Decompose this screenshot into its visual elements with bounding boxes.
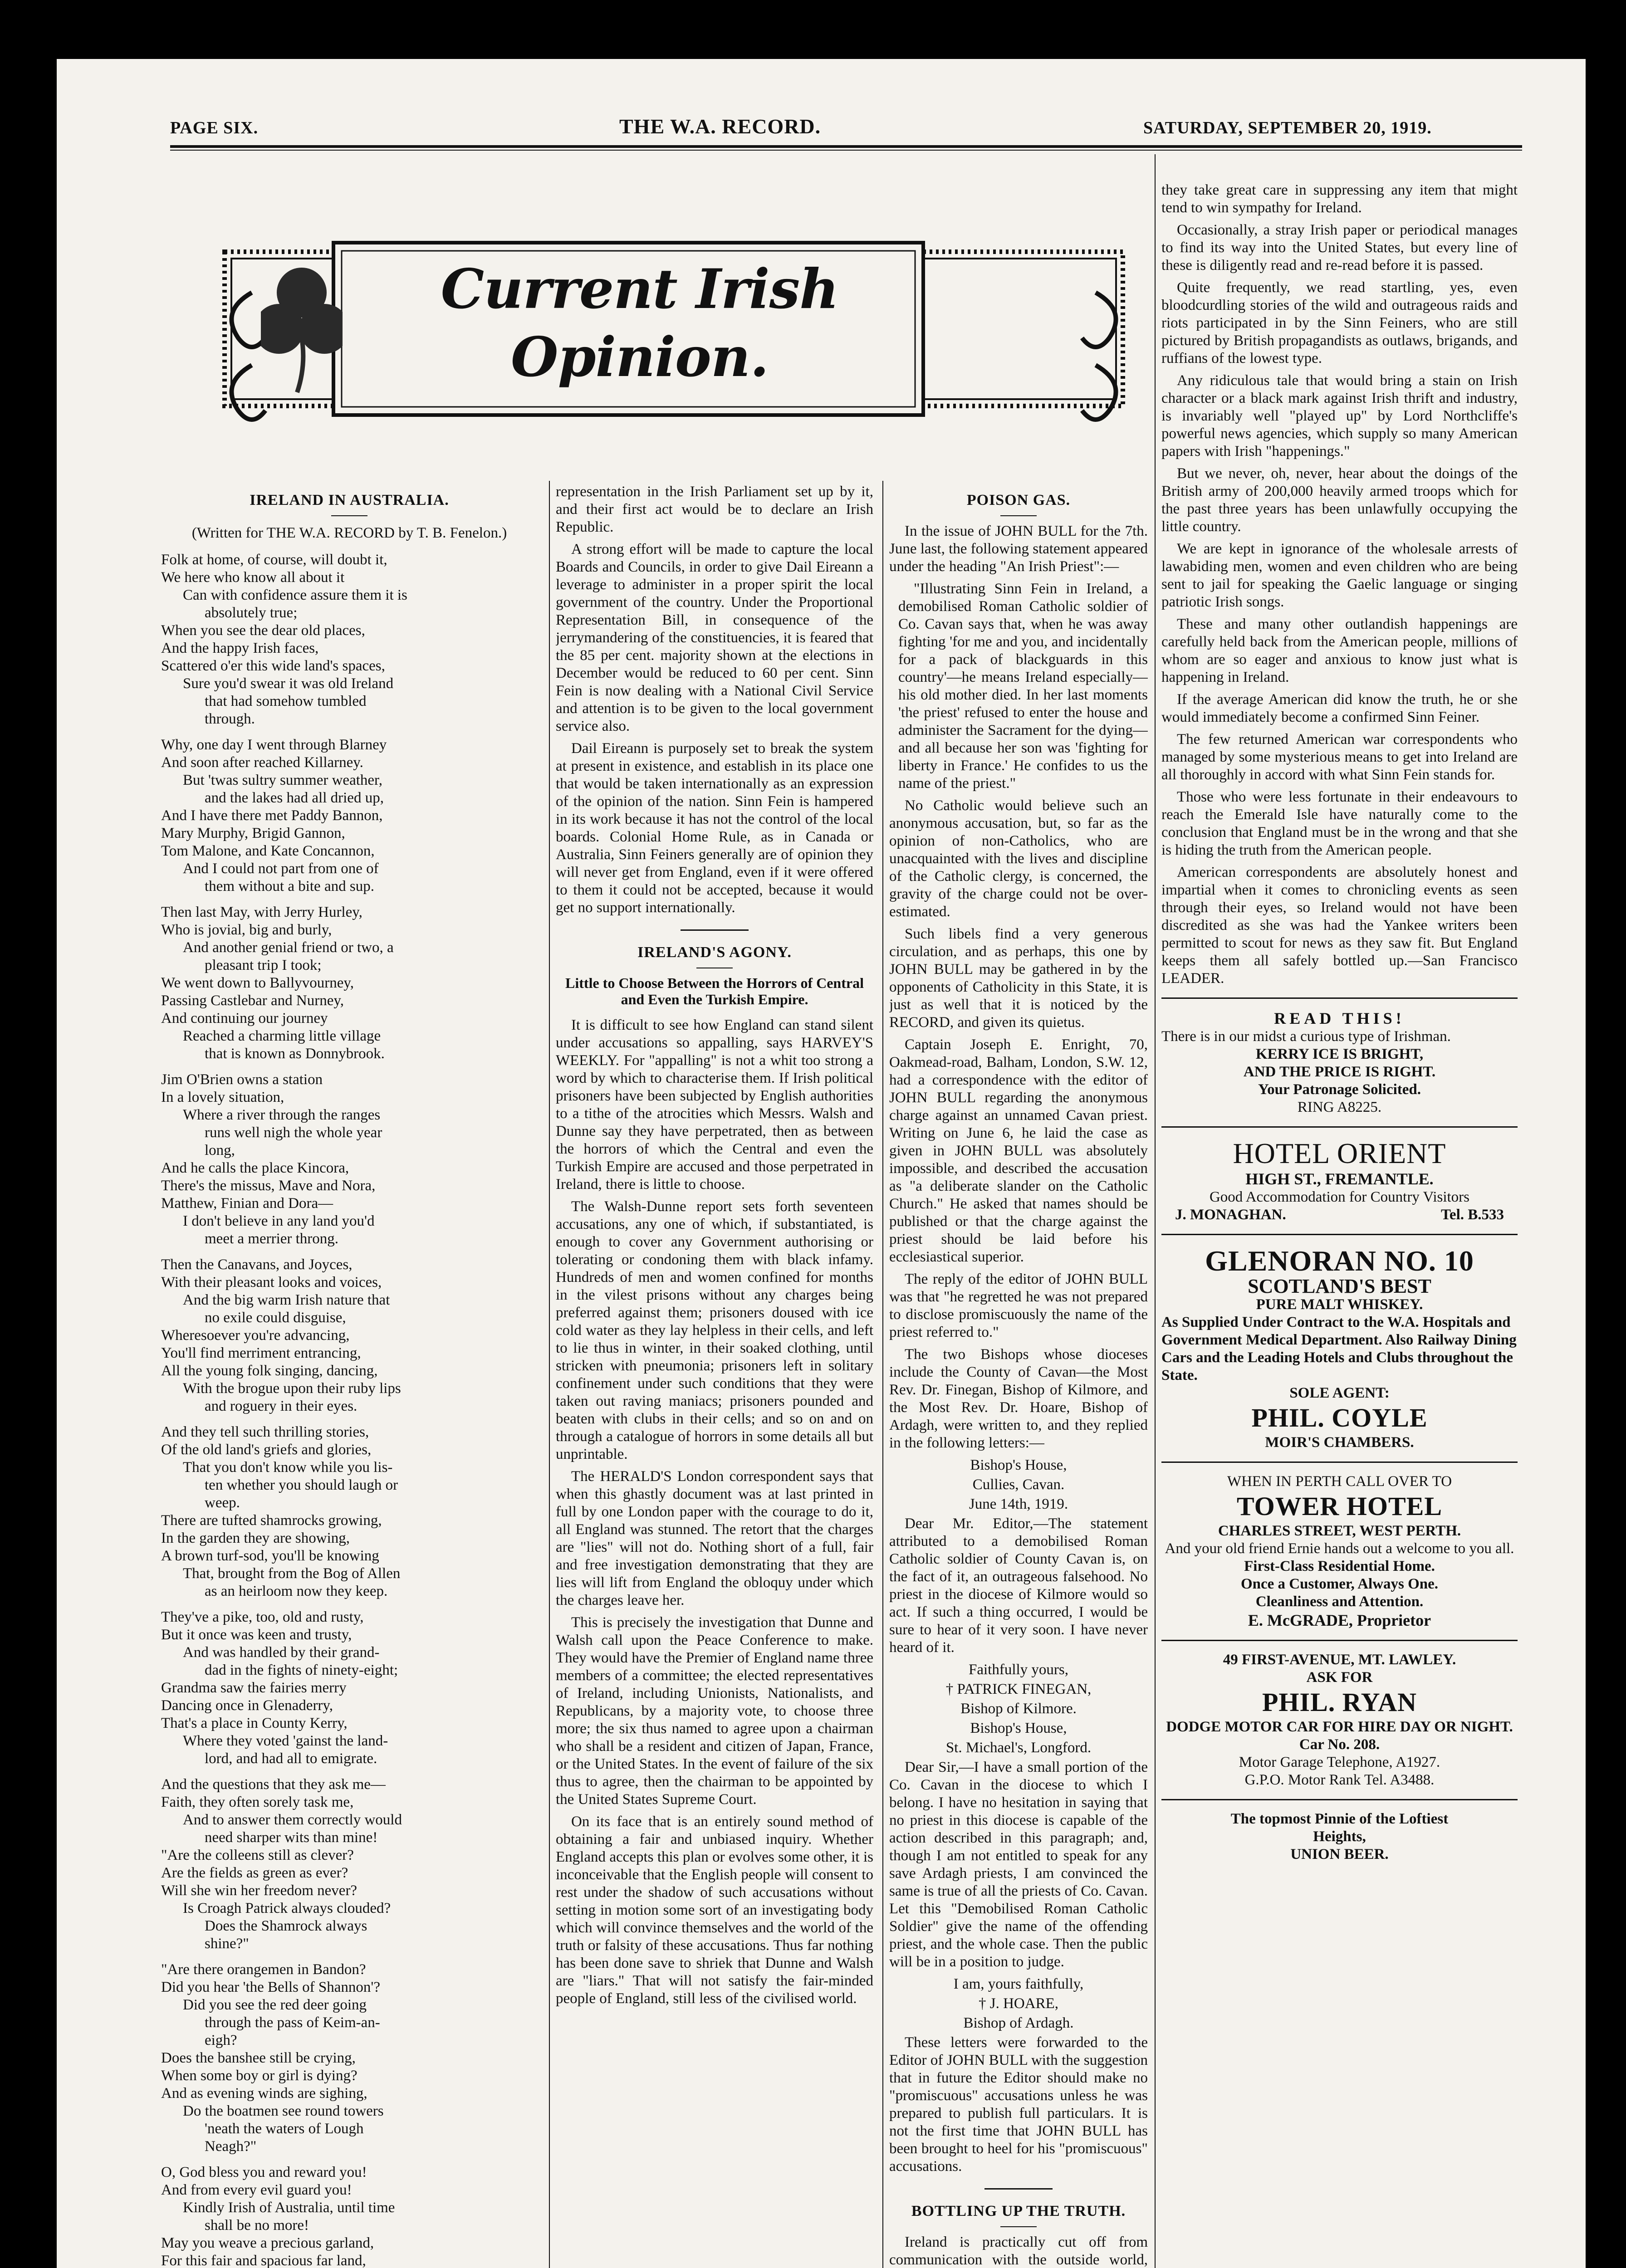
poem-line [161,1415,538,1423]
poem-line: Who is jovial, big and burly, [161,922,332,938]
poem-line: When some boy or girl is dying? [161,2068,358,2084]
newspaper-title: THE W.A. RECORD. [619,115,821,138]
masthead-rule [170,145,1522,148]
poem-line: through. [205,711,255,727]
letter2-title: Bishop of Ardagh. [963,2015,1074,2031]
ad-text: And your old friend Ernie hands out a welcome to you all. [1165,1540,1514,1557]
poem-line [161,895,538,904]
column-4 [1161,181,1518,2268]
column-rule-1 [549,481,550,2268]
poem-line [161,1953,538,1961]
ad-text: WHEN IN PERTH CALL OVER TO [1227,1473,1452,1490]
article-paragraph: Any ridiculous tale that would bring a stain on Irish character or a black mark against Irish thrift and industry, is invariably well "played up" by Lord Northcliffe's powerful news agencies, which supply so many American papers with Irish "happenings." [1161,372,1518,459]
poem-line: And the questions that they ask me— [161,1776,386,1793]
subheading-irelands-agony: Little to Choose Between the Horrors of Central and Even the Turkish Empire. [565,975,864,1007]
poem-line: All the young folk singing, dancing, [161,1363,378,1379]
banner [197,193,1150,465]
ad-address: CHARLES STREET, WEST PERTH. [1218,1523,1461,1539]
ad-address: 49 FIRST-AVENUE, MT. LAWLEY. [1223,1652,1456,1668]
article-paragraph: If the average American did know the truth, he or she would immediately become a confirmed Sinn Feiner. [1161,691,1518,725]
ad-text: As Supplied Under Contract to the W.A. Hospitals and Government Medical Department. Also Railway Dining Cars and the Leading Hotels and Clubs throughout the State. [1161,1314,1517,1383]
poem-line: Does the Shamrock always [205,1918,367,1934]
ad-text: There is in our midst a curious type of Irishman. [1161,1028,1451,1045]
column-1 [161,483,538,2268]
ad-phone: RING A8225. [1297,1099,1382,1115]
poem-line: They've a pike, too, old and rusty, [161,1609,364,1625]
article-paragraph: Quite frequently, we read startling, yes, even bloodcurdling stories of the wild and outrageous raids and riots participated in by the Sinn Feiners, who are still pictured by British propagandists as outlaws, brigands, and ruffians of the lowest type. [1161,279,1518,367]
poem-line: And from every evil guard you! [161,2182,352,2198]
article-paragraph: they take great care in suppressing any item that might tend to win sympathy for Ireland. [1161,182,1518,216]
poem-line: Can with confidence assure them it is [183,587,407,603]
poem-line: Are the fields as green as ever? [161,1865,348,1881]
poem-line: But 'twas sultry summer weather, [183,772,382,788]
poem-line: I don't believe in any land you'd [183,1213,375,1229]
poem-line: Reached a charming little village [183,1028,381,1044]
poem-line: May you weave a precious garland, [161,2235,374,2251]
article-paragraph: In the issue of JOHN BULL for the 7th. June last, the following statement appeared under the heading "An Irish Priest":— [889,523,1148,575]
ad-subheading: SCOTLAND'S BEST [1248,1275,1431,1297]
poem-line: Faith, they often sorely task me, [161,1794,354,1810]
article-paragraph: The Walsh-Dunne report sets forth seventeen accusations, any one of which, if substantiated, is enough to cover any Government authorising or tolerating or condoning them with black infamy. Hundreds of men and women confined for months in the vilest prisons without any charges being preferred against them; prisoners doused with ice cold water as they lay helpless in their cells, and left to lie thus in winter, in their soaked clothing, until stricken with pneumonia; prisoners left in solitary confinement under such conditions that they were taken out raving maniacs; prisoners pounded and beaten with clubs in their cells; and so on and on through a catalogue of horrors in some details all but unprintable. [556,1198,873,1462]
letter2-body: Dear Sir,—I have a small portion of the Co. Cavan in the diocese to which I belong. I have no hesitation in saying that no priest in this diocese is capable of the action described in this paragraph; and, though I am not entitled to speak for any save Ardagh priests, I am convinced the same is true of all the priests of Co. Cavan. Let this "Demobilised Roman Catholic Soldier" give the name of the offending priest, and the whole case. Then the public will be in a position to judge. [889,1759,1148,1970]
poem-line: In a lovely situation, [161,1089,284,1105]
poem-line: Folk at home, of course, will doubt it, [161,552,387,568]
poem-line: Scattered o'er this wide land's spaces, [161,658,385,674]
ad-glenoran [1161,1245,1518,1452]
ad-text: Your Patronage Solicited. [1258,1081,1421,1098]
poem-line: And as evening winds are sighing, [161,2085,367,2102]
short-rule [331,515,367,516]
poem-line: long, [205,1142,235,1158]
article-paragraph: American correspondents are absolutely honest and impartial when it comes to chronicling events as seen through their eyes, so Ireland would not have been discredited as she was had the Yankee writers been permitted to scout for news as they saw fit. But England keeps them all safely bottled up.—San Francisco LEADER. [1161,864,1518,987]
poem-line [161,1063,538,1071]
poem-line: eigh? [205,2032,237,2048]
ad-rule [1161,1234,1518,1235]
heading-ireland-in-australia: IRELAND IN AUSTRALIA. [250,492,449,508]
ad-phil-ryan [1161,1651,1518,1789]
poem-line: weep. [205,1495,240,1511]
ad-text: PURE MALT WHISKEY. [1256,1296,1423,1313]
ad-rule [1161,1461,1518,1463]
poem-line: dad in the fights of ninety-eight; [205,1662,398,1678]
ad-phone: Tel. B.533 [1440,1207,1504,1223]
poem-line: Mary Murphy, Brigid Gannon, [161,825,345,841]
ad-contact [1161,1206,1518,1224]
ad-owner: J. MONAGHAN. [1175,1207,1286,1223]
column-2 [556,483,873,2268]
poem-line: You'll find merriment entrancing, [161,1345,361,1361]
ad-hotel-orient [1161,1138,1518,1224]
poem-line: as an heirloom now they keep. [205,1583,388,1599]
letter2-address: Bishop's House, [970,1720,1067,1736]
article-paragraph: The few returned American war correspondents who managed by some mysterious means to get into Ireland are all thoroughly in accord with what Sinn Fein stands for. [1161,731,1518,783]
ad-text: AND THE PRICE IS RIGHT. [1243,1064,1436,1080]
article-paragraph: The two Bishops whose dioceses include the County of Cavan—the Most Rev. Dr. Finegan, Bishop of Kilmore, and the Most Rev. Dr. Hoare, Bishop of Ardagh, were written to, and they replied in the following letters:— [889,1346,1148,1451]
ad-phone: G.P.O. Motor Rank Tel. A3488. [1244,1772,1435,1788]
poem-line: There's the missus, Mave and Nora, [161,1178,376,1194]
letter2-close: I am, yours faithfully, [953,1976,1084,1992]
poem-line: shall be no more! [205,2217,309,2234]
poem-line: And soon after reached Killarney. [161,754,363,771]
ad-heading: PHIL. RYAN [1262,1687,1417,1717]
ad-rule [1161,1126,1518,1128]
poem-line: meet a merrier throng. [205,1231,339,1247]
article-paragraph: This is precisely the investigation that Dunne and Walsh call upon the Peace Conference to make. They would have the Premier of England name three members of a committee; the elected representatives of Ireland, including Unionists, Nationalists, and Republicans, by a majority vote, to choose three more; the six thus named to agree upon a chairman who shall be a resident and citizen of Japan, France, or the United States. In the event of failure of the six thus to agree, then the chairman to be appointed by the United States Supreme Court. [556,1614,873,1808]
poem-line: That's a place in County Kerry, [161,1715,348,1731]
poem-line: Where a river through the ranges [183,1107,381,1123]
poem-line: Matthew, Finian and Dora— [161,1195,333,1212]
poem-line: pleasant trip I took; [205,957,322,973]
ad-address: MOIR'S CHAMBERS. [1265,1434,1414,1451]
poem-line: And the happy Irish faces, [161,640,319,656]
article-paragraph: Ireland is practically cut off from communication with the outside world, [889,2234,1148,2268]
poem-line: When you see the dear old places, [161,622,365,639]
ad-heading: UNION BEER. [1290,1846,1389,1862]
poem-line: absolutely true; [205,605,298,621]
ad-heading: READ THIS! [1274,1009,1405,1027]
ad-text: KERRY ICE IS BRIGHT, [1255,1046,1424,1062]
ad-text: ASK FOR [1306,1669,1373,1686]
ad-text: Once a Customer, Always One. [1240,1576,1439,1592]
ad-owner: E. McGRADE, Proprietor [1248,1611,1431,1629]
heading-poison-gas: POISON GAS. [966,492,1071,508]
ad-agent: PHIL. COYLE [1251,1403,1428,1432]
article-paragraph: Dail Eireann is purposely set to break the system at present in existence, and establish in its place one that would be taken internationally as an expression of the opinion of the nation. Sinn Fein is hampered in its work because it has not the control of the local boards. Colonial Home Rule, as in Canada or Australia, Sinn Feiners generally are of opinion they will never get from England, even if it were offered to them it could not be accepted, because it would get no support internationally. [556,740,873,916]
poem-line: And was handled by their grand- [183,1644,380,1661]
poem-line: that had somehow tumbled [205,693,367,709]
column-3 [889,483,1148,2268]
poem-line: And he calls the place Kincora, [161,1160,349,1176]
column-rule-2 [882,481,883,2268]
poem-line [161,2156,538,2164]
poem-line: Tom Malone, and Kate Concannon, [161,843,375,859]
article-paragraph: The reply of the editor of JOHN BULL was that "he regretted he was not prepared to disclose promiscuously the name of the priest referred to." [889,1271,1148,1340]
article-paragraph: We are kept in ignorance of the wholesale arrests of lawabiding men, women and even children who are being sent to jail for speaking the Gaelic language or singing patriotic Irish songs. [1161,541,1518,610]
letter1-address: Bishop's House, [970,1457,1067,1473]
poem-line: ten whether you should laugh or [205,1477,398,1493]
masthead-rule-thin [170,150,1522,151]
article-paragraph: These letters were forwarded to the Editor of JOHN BULL with the suggestion that in future the Editor should make no "promiscuous" accusations unless he was prepared to publish full particulars. It is not the first time that JOHN BULL has been brought to heel for his "promiscuous" accusations. [889,2034,1148,2175]
poem-line: Where they voted 'gainst the land- [183,1733,388,1749]
poem-line: Of the old land's griefs and glories, [161,1442,372,1458]
article-paragraph: Occasionally, a stray Irish paper or periodical manages to find its way into the United States, but every line of these is diligently read and re-read before it is passed. [1161,222,1518,274]
poem-line: Will she win her freedom never? [161,1882,358,1899]
poem-line: And another genial friend or two, a [183,939,394,956]
poem-line: and the lakes had all dried up, [205,790,384,806]
poem-line: But it once was keen and trusty, [161,1627,352,1643]
heading-bottling-up-the-truth: BOTTLING UP THE TRUTH. [911,2203,1126,2219]
article-paragraph: These and many other outlandish happenings are carefully held back from the American people, millions of whom are so eager and anxious to know just what is happening in Ireland. [1161,616,1518,685]
poem-line: That you don't know while you lis- [183,1459,393,1476]
article-paragraph: It is difficult to see how England can stand silent under accusations so appalling, says HARVEY'S WEEKLY. For "appalling" is not a whit too strong a word by which to characterise them. If Irish political prisoners have been subjected by English authorities to a tithe of the atrocities which Messrs. Walsh and Dunne say they have perpetrated, then as between the horrors of which the Central and even the Turkish Empire are accused and those perpetrated in Ireland, there is little to choose. [556,1017,873,1193]
newspaper-page [57,59,1586,2268]
ad-kerry-ice [1161,1009,1518,1116]
ad-text: First-Class Residential Home. [1244,1558,1435,1574]
poem-line: And to answer them correctly would [183,1812,402,1828]
short-rule [984,2188,1053,2190]
poem-line: And I could not part from one of [183,860,379,877]
article-paragraph: Captain Joseph E. Enright, 70, Oakmead-road, Balham, London, S.W. 12, had a correspondence with the editor of JOHN BULL regarding the anonymous charge against an unnamed Cavan priest. Writing on June 6, he laid the case as given in JOHN BULL was absolutely impossible, and described the accusation as "a deliberate slander on the Catholic Church." He asked that names should be published or that the charge against the priest should be laid before his ecclesiastical superior. [889,1036,1148,1265]
poem-line: Then the Canavans, and Joyces, [161,1256,353,1273]
heading-irelands-agony: IRELAND'S AGONY. [637,944,792,961]
poem-line: Is Croagh Patrick always clouded? [183,1900,391,1916]
poem-line [161,1248,538,1256]
poem-line: Grandma saw the fairies merry [161,1680,347,1696]
article-paragraph: representation in the Irish Parliament set up by it, and their first act would be to declare an Irish Republic. [556,484,873,535]
letter1-body: Dear Mr. Editor,—The statement attributed to a demobilised Roman Catholic soldier of County Cavan is, on the fact of it, an outrageous falsehood. No priest in the diocese of Kilmore would so act. If such a thing occurred, I would be sure to hear of it very soon. I have never heard of it. [889,1515,1148,1656]
poem-line: For this fair and spacious far land, [161,2253,366,2268]
poem-line: We went down to Ballyvourney, [161,975,354,991]
poem-line: Then last May, with Jerry Hurley, [161,904,362,920]
ad-text: Car No. 208. [1299,1736,1380,1753]
poem-line: Did you see the red deer going [183,1997,367,2013]
article-paragraph: The HERALD'S London correspondent says that when this ghastly document was at last printed in full by one London paper with the courage to do it, all England was stunned. The retort that the charges are "lies" will not do. Nothing short of a full, fair and free investigation demonstrating that they are lies will lift from England the obloquy under which the charges leave her. [556,1468,873,1608]
poem-line: A brown turf-sod, you'll be knowing [161,1548,379,1564]
ad-rule [1161,997,1518,999]
poem-line [161,728,538,736]
ad-text: Cleanliness and Attention. [1255,1593,1424,1610]
letter1-address: Cullies, Cavan. [972,1476,1065,1493]
page-number: PAGE SIX. [170,118,259,137]
ad-rule [1161,1640,1518,1641]
poem-line: With their pleasant looks and voices, [161,1274,382,1290]
column-rule-3 [1155,154,1156,2268]
poem-line: Why, one day I went through Blarney [161,737,387,753]
poem-line: "Are there orangemen in Bandon? [161,1961,366,1978]
poem-line: With the brogue upon their ruby lips [183,1380,401,1397]
poem-line: There are tufted shamrocks growing, [161,1512,382,1529]
ad-text: SOLE AGENT: [1289,1385,1390,1401]
letter2-signature: † J. HOARE, [978,1995,1058,2012]
ad-text: Good Accommodation for Country Visitors [1209,1189,1470,1205]
poem-line: runs well nigh the whole year [205,1124,382,1141]
ad-tower-hotel [1161,1473,1518,1630]
poem-line: O, God bless you and reward you! [161,2164,367,2180]
ad-heading: HOTEL ORIENT [1233,1137,1446,1169]
poem-line: shine?" [205,1936,249,1952]
banner-title: Current Irish Opinion. [441,257,839,389]
issue-date: SATURDAY, SEPTEMBER 20, 1919. [1143,118,1432,137]
ad-heading: GLENORAN NO. 10 [1205,1245,1474,1277]
poem-line: and roguery in their eyes. [205,1398,358,1414]
byline: (Written for THE W.A. RECORD by T. B. Fenelon.) [191,525,507,541]
letter2-address: St. Michael's, Longford. [945,1740,1092,1756]
article-paragraph: But we never, oh, never, hear about the doings of the British army of 200,000 heavily armed troops which for the past three years has been unlawfully occupying the little country. [1161,465,1518,535]
poem-line [161,1600,538,1608]
article-paragraph: A strong effort will be made to capture the local Boards and Councils, in order to give Dail Eireann a leverage to administer in a proper spirit the local government of the country. Under the Proportional Representation Bill, in consequence of the jerrymandering of the constituencies, it is feared that the 85 per cent. majority shown at the elections in December would be reduced to 60 per cent. Sinn Fein is now dealing with a National Civil Service and attention is to be given to the local government service also. [556,541,873,734]
poem-line: Did you hear 'the Bells of Shannon'? [161,1979,380,1995]
poem-line: Does the banshee still be crying, [161,2050,356,2066]
article-paragraph: Such libels find a very generous circulation, and as perhaps, this one by JOHN BULL may be gathered in by the opponents of Catholicity in this State, it is just as well that it is noticed by the RECORD, and given its quietus. [889,926,1148,1031]
article-paragraph: On its face that is an entirely sound method of obtaining a fair and unbiased inquiry. Whether England accepts this plan or evolves some other, it is inconceivable that the English people will consent to rest under the shadow of such accusations without setting in motion some sort of an investigating body which will convince themselves and the world of the truth or falsity of these accusations. Thus far nothing has been done save to shriek that Dunne and Walsh are "liars." That will not satisfy the fair-minded people of England, still less of the civilised world. [556,1813,873,2007]
poem-line: that is known as Donnybrook. [205,1046,385,1062]
poem [161,551,538,2268]
poem-line: "Are the colleens still as clever? [161,1847,354,1863]
ad-text: Heights, [1313,1828,1366,1845]
poem-line: And they tell such thrilling stories, [161,1424,369,1440]
poem-line: In the garden they are showing, [161,1530,350,1546]
article-paragraph: No Catholic would believe such an anonymous accusation, but, so far as the opinion of non-Catholics, who are unacquainted with the lives and discipline of the Catholic clergy, is concerned, the gravity of the charge could not be over-estimated. [889,797,1148,920]
poem-line: no exile could disguise, [205,1310,346,1326]
ad-text: The topmost Pinnie of the Loftiest [1230,1811,1449,1827]
poem-line: lord, and had all to emigrate. [205,1750,377,1767]
poem-line: And I have there met Paddy Bannon, [161,807,383,824]
poem-line: through the pass of Keim-an- [205,2014,380,2031]
letter1-signature: † PATRICK FINEGAN, [945,1681,1092,1697]
poem-line: And the big warm Irish nature that [183,1292,390,1308]
shamrock-icon [261,261,343,397]
poem-line: Dancing once in Glenaderry, [161,1697,333,1714]
letter1-title: Bishop of Kilmore. [960,1701,1077,1717]
short-rule [1000,515,1037,516]
poem-line: And continuing our journey [161,1010,328,1026]
ad-union-beer [1161,1810,1518,1863]
poem-line: Passing Castlebar and Nurney, [161,992,344,1009]
poem-line: That, brought from the Bog of Allen [183,1565,401,1582]
poem-line: need sharper wits than mine! [205,1829,378,1846]
ad-heading: TOWER HOTEL [1236,1491,1443,1521]
article-paragraph: Those who were less fortunate in their endeavours to reach the Emerald Isle have naturally come to the conclusion that England must be in the wrong and that she is hiding the truth from the American people. [1161,789,1518,858]
ad-address: HIGH ST., FREMANTLE. [1245,1170,1434,1188]
poem-line [161,1768,538,1776]
poem-line: them without a bite and sup. [205,878,374,894]
short-rule [1000,2226,1037,2227]
ad-phone: Motor Garage Telephone, A1927. [1239,1754,1440,1770]
poem-line: Jim O'Brien owns a station [161,1071,323,1088]
letter1-close: Faithfully yours, [969,1662,1068,1678]
short-rule [681,929,749,931]
poem-line: We here who know all about it [161,569,345,586]
poem-line: Kindly Irish of Australia, until time [183,2200,395,2216]
ad-rule [1161,1799,1518,1800]
article-paragraph: "Illustrating Sinn Fein in Ireland, a demobilised Roman Catholic soldier of Co. Cavan says that, when he was away fighting 'for me and you, and incidentally for a pack of blackguards in this country'—he means Ireland especially—his old mother died. In her last moments 'the priest' refused to enter the house and administer the Sacrament for the dying—and all because her son was 'fighting for liberty in France.' He confides to us the name of the priest." [898,581,1148,792]
poem-line: Sure you'd swear it was old Ireland [183,675,394,692]
letter1-date: June 14th, 1919. [969,1496,1068,1512]
poem-line: 'neath the waters of Lough [205,2121,364,2137]
poem-line: Do the boatmen see round towers [183,2103,384,2119]
poem-line: Wheresoever you're advancing, [161,1327,350,1344]
poem-line: Neagh?" [205,2138,257,2155]
ad-text: DODGE MOTOR CAR FOR HIRE DAY OR NIGHT. [1166,1719,1513,1735]
